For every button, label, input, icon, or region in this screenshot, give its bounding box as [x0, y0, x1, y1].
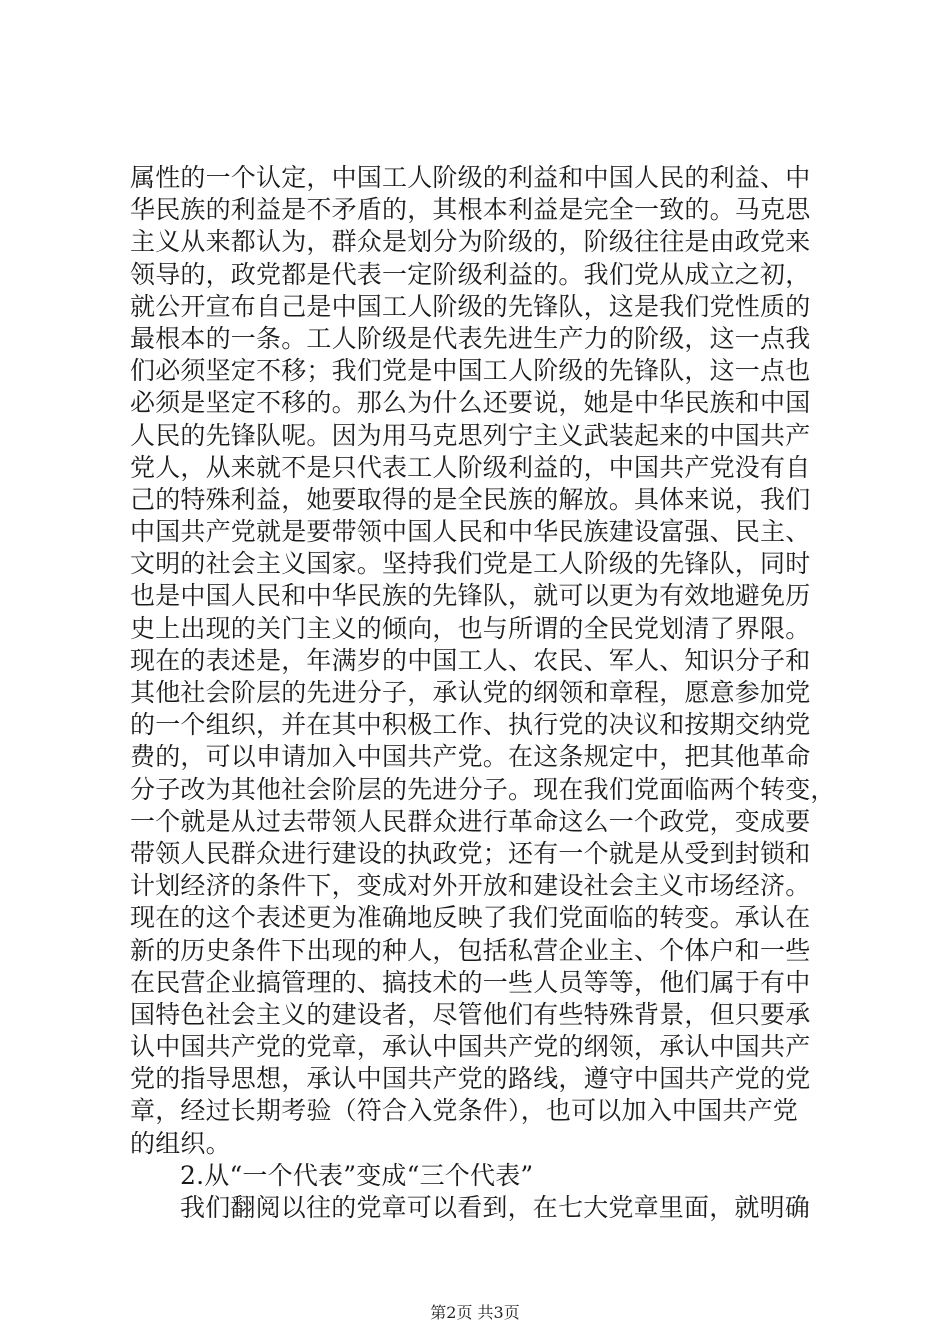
text-line: 的组织。	[130, 1128, 231, 1158]
text-line: 领导的，政党都是代表一定阶级利益的。我们党从成立之初，	[130, 259, 811, 289]
text-line: 主义从来都认为，群众是划分为阶级的，阶级往往是由政党来	[130, 227, 811, 257]
text-line: 费的，可以申请加入中国共产党。在这条规定中，把其他革命	[130, 742, 811, 772]
text-line: 人民的先锋队呢。因为用马克思列宁主义武装起来的中国共产	[130, 420, 811, 450]
page-number-label: 第2页 共3页	[430, 1303, 520, 1322]
text-line: 属性的一个认定，中国工人阶级的利益和中国人民的利益、中	[130, 163, 811, 192]
text-line: 其他社会阶层的先进分子，承认党的纲领和章程，愿意参加党	[130, 678, 811, 707]
text-line: 党人，从来就不是只代表工人阶级利益的，中国共产党没有自	[130, 452, 811, 482]
text-line: 己的特殊利益，她要取得的是全民族的解放。具体来说，我们	[130, 484, 811, 514]
text-line: 中国共产党就是要带领中国人民和中华民族建设富强、民主、	[130, 517, 811, 547]
text-line: 党的指导思想，承认中国共产党的路线，遵守中国共产党的党	[130, 1064, 811, 1094]
text-line: 章，经过长期考验（符合入党条件），也可以加入中国共产党	[130, 1096, 798, 1126]
text-line: 认中国共产党的党章，承认中国共产党的纲领，承认中国共产	[130, 1032, 811, 1062]
text-line: 文明的社会主义国家。坚持我们党是工人阶级的先锋队，同时	[130, 549, 811, 579]
text-line: 一个就是从过去带领人民群众进行革命这么一个政党，变成要	[130, 806, 811, 836]
text-line: 们必须坚定不移；我们党是中国工人阶级的先锋队，这一点也	[130, 356, 811, 386]
text-line: 必须是坚定不移的。那么为什么还要说，她是中华民族和中国	[130, 388, 811, 418]
text-line: 分子改为其他社会阶层的先进分子。现在我们党面临两个转变，	[130, 774, 836, 804]
text-line: 国特色社会主义的建设者，尽管他们有些特殊背景，但只要承	[130, 999, 811, 1029]
text-line: 就公开宣布自己是中国工人阶级的先锋队，这是我们党性质的	[130, 291, 811, 321]
section-heading: 2.从“一个代表”变成“三个代表”	[180, 1160, 534, 1190]
text-line: 的一个组织，并在其中积极工作、执行党的决议和按期交纳党	[130, 710, 811, 740]
text-line: 计划经济的条件下，变成对外开放和建设社会主义市场经济。	[130, 871, 811, 901]
text-line: 最根本的一条。工人阶级是代表先进生产力的阶级，这一点我	[130, 323, 811, 353]
text-line: 华民族的利益是不矛盾的，其根本利益是完全一致的。马克思	[130, 195, 811, 225]
page-footer	[0, 1300, 950, 1323]
text-line: 新的历史条件下出现的种人，包括私营企业主、个体户和一些	[130, 935, 811, 965]
text-line: 带领人民群众进行建设的执政党；还有一个就是从受到封锁和	[130, 838, 811, 868]
document-body	[130, 162, 836, 1224]
text-line: 在民营企业搞管理的、搞技术的一些人员等等，他们属于有中	[130, 967, 811, 997]
text-line: 史上出现的关门主义的倾向，也与所谓的全民党划清了界限。	[130, 613, 811, 643]
text-line: 现在的表述是，年满岁的中国工人、农民、军人、知识分子和	[130, 645, 811, 675]
paragraph-start: 我们翻阅以往的党章可以看到，在七大党章里面，就明确	[180, 1193, 811, 1222]
text-line: 也是中国人民和中华民族的先锋队，就可以更为有效地避免历	[130, 581, 811, 611]
text-line: 现在的这个表述更为准确地反映了我们党面临的转变。承认在	[130, 903, 811, 933]
